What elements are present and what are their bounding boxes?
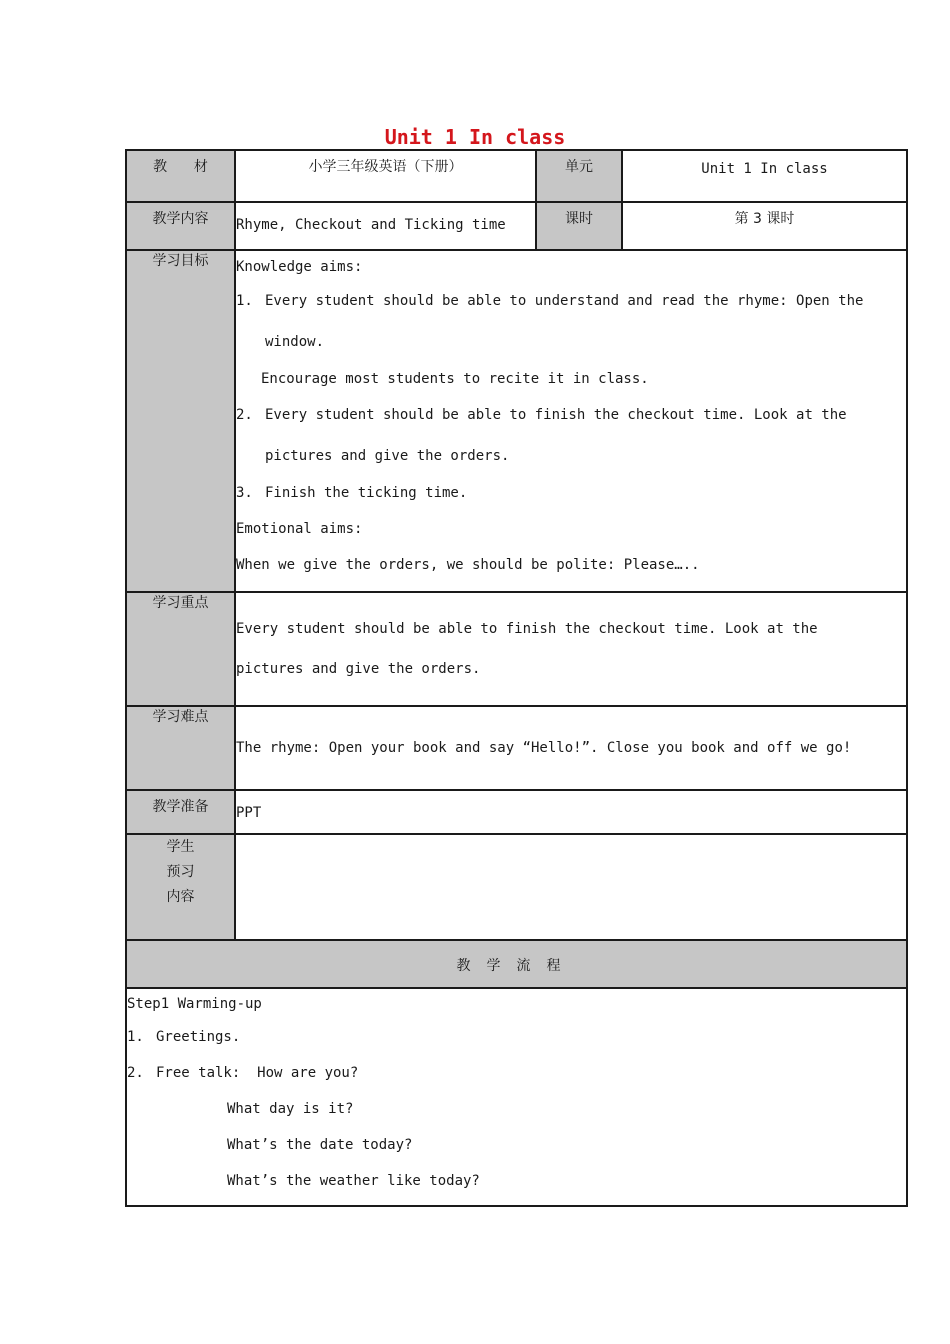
- material-label: 教 材: [126, 150, 235, 202]
- preparation-label: 教学准备: [126, 790, 235, 834]
- objective-item-2-cont: pictures and give the orders.: [265, 448, 510, 464]
- row-difficult-points: [126, 706, 907, 790]
- row-objectives: [126, 250, 907, 592]
- process-content: [126, 988, 907, 1206]
- question-3: What’s the weather like today?: [227, 1173, 480, 1189]
- objective-item-1-cont: window.: [265, 334, 325, 350]
- difficult-points-text: The rhyme: Open your book and say “Hello!”. Close you book and off we go!: [235, 706, 907, 790]
- row-key-points: [126, 592, 907, 706]
- unit-label: 单元: [536, 150, 622, 202]
- material-value: 小学三年级英语（下册）: [235, 150, 536, 202]
- key-points-content: [235, 592, 907, 706]
- knowledge-heading: Knowledge aims:: [236, 259, 363, 275]
- objective-item-1: 1. Every student should be able to understand and read the rhyme: Open the: [236, 293, 864, 309]
- period-label: 课时: [536, 202, 622, 250]
- step-item-1: 1. Greetings.: [127, 1029, 241, 1045]
- content-value: Rhyme, Checkout and Ticking time: [235, 202, 536, 250]
- process-heading: 教学流程: [126, 940, 907, 988]
- row-preparation: [126, 790, 907, 834]
- row-process-content: [126, 988, 907, 1206]
- key-points-label: 学习重点: [126, 592, 235, 706]
- objective-item-1-extra: Encourage most students to recite it in class.: [261, 371, 649, 387]
- step-title: Step1 Warming-up: [127, 996, 262, 1012]
- question-2: What’s the date today?: [227, 1137, 413, 1153]
- objective-item-2: 2. Every student should be able to finish the checkout time. Look at the: [236, 407, 847, 423]
- key-points-line-1: Every student should be able to finish the checkout time. Look at the: [236, 621, 818, 637]
- key-points-line-2: pictures and give the orders.: [236, 661, 481, 677]
- row-content: [126, 202, 907, 250]
- emotional-heading: Emotional aims:: [236, 521, 363, 537]
- row-process-heading: [126, 940, 907, 988]
- difficult-points-label: 学习难点: [126, 706, 235, 790]
- preview-content: [235, 834, 907, 940]
- question-1: What day is it?: [227, 1101, 354, 1117]
- content-label: 教学内容: [126, 202, 235, 250]
- lesson-plan-table: [125, 149, 908, 1207]
- row-material: [126, 150, 907, 202]
- period-value: 第 3 课时: [622, 202, 907, 250]
- row-preview: [126, 834, 907, 940]
- preview-label: 学生 预习 内容: [126, 834, 235, 940]
- unit-value: Unit 1 In class: [622, 150, 907, 202]
- objective-item-3: 3. Finish the ticking time.: [236, 485, 468, 501]
- objectives-label: 学习目标: [126, 250, 235, 592]
- objectives-content: [235, 250, 907, 592]
- emotional-line: When we give the orders, we should be polite: Please…..: [236, 557, 700, 573]
- step-item-2: 2. Free talk: How are you?: [127, 1065, 359, 1081]
- document-title: Unit 1 In class: [384, 125, 566, 149]
- preparation-text: PPT: [235, 790, 907, 834]
